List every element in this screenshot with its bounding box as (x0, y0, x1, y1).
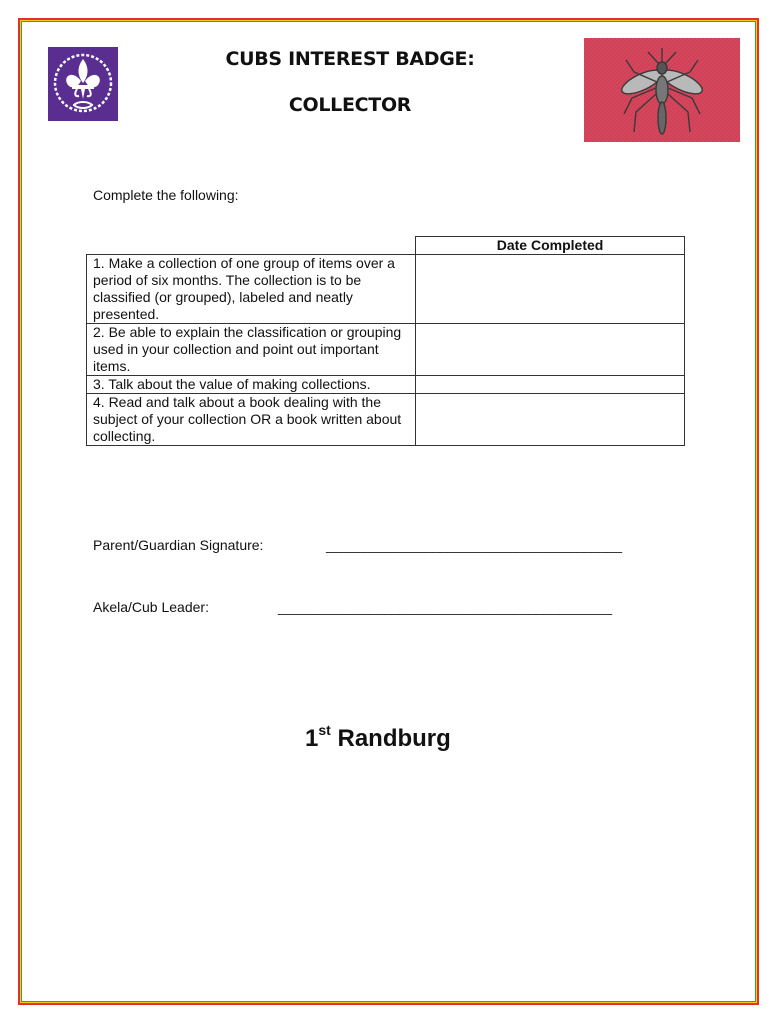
table-header-empty (87, 237, 416, 255)
mosquito-icon (584, 38, 740, 142)
page-border-green (21, 21, 756, 1002)
table-header-row (87, 237, 685, 255)
requirement-text: 1. Make a collection of one group of items over a period of six months. The collection is to be classified (or grouped), labeled and neatly presented. (87, 255, 416, 324)
scout-logo (48, 47, 118, 121)
table-row (87, 376, 685, 394)
troop-town: Randburg (337, 725, 451, 752)
parent-signature-label: Parent/Guardian Signature: (93, 537, 264, 553)
fleur-de-lis-icon (48, 47, 118, 121)
date-completed-cell[interactable] (416, 255, 685, 324)
leader-signature-line[interactable]: ____________________________________________ (278, 599, 612, 615)
troop-number: 1 (305, 725, 319, 752)
table-row (87, 324, 685, 376)
requirement-text: 4. Read and talk about a book dealing with the subject of your collection OR a book written about collecting. (87, 394, 416, 446)
troop-name (305, 724, 451, 753)
date-completed-header: Date Completed (416, 237, 685, 255)
parent-signature-line[interactable]: _______________________________________ (326, 537, 622, 553)
date-completed-cell[interactable] (416, 394, 685, 446)
date-completed-cell[interactable] (416, 376, 685, 394)
date-completed-cell[interactable] (416, 324, 685, 376)
badge-subtitle: COLLECTOR (288, 94, 412, 116)
collector-badge-image (584, 38, 740, 142)
requirement-text: 3. Talk about the value of making collections. (87, 376, 416, 394)
troop-suffix: st (318, 722, 331, 738)
table-row (87, 255, 685, 324)
table-row (87, 394, 685, 446)
instructions-text: Complete the following: (93, 187, 239, 203)
leader-signature-label: Akela/Cub Leader: (93, 599, 209, 615)
requirement-text: 2. Be able to explain the classification or grouping used in your collection and point out important items. (87, 324, 416, 376)
requirements-table (86, 236, 685, 446)
badge-title: CUBS INTEREST BADGE: (225, 48, 475, 70)
